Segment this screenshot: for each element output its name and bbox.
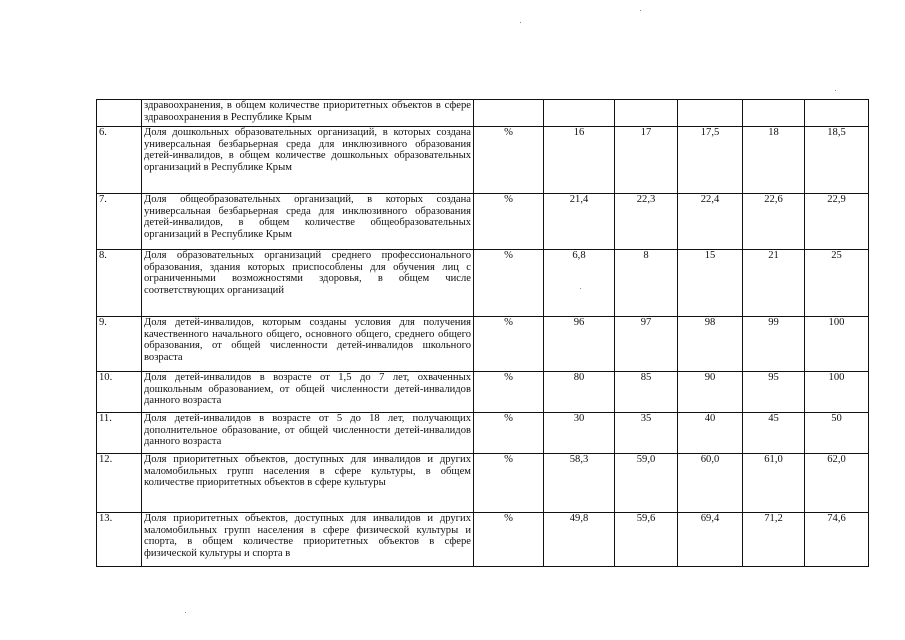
- value-year-5: 74,6: [805, 513, 869, 567]
- value-year-2: [615, 100, 678, 127]
- indicator-description: Доля детей-инвалидов в возрасте от 1,5 до 7 лет, охваченных дошкольным образованием, от общей численности детей-инвалидов данного возраста: [142, 372, 474, 413]
- indicator-description: Доля детей-инвалидов в возрасте от 5 до 18 лет, получающих дополнительное образование, от общей численности детей-инвалидов данного возраста: [142, 413, 474, 454]
- row-number: 12.: [97, 454, 142, 513]
- row-number: 6.: [97, 127, 142, 194]
- indicator-description: Доля дошкольных образовательных организаций, в которых создана универсальная безбарьерная среда для инклюзивного образования детей-инвалидов, в общем количестве дошкольных образовательных организаций в Республике Крым: [142, 127, 474, 194]
- value-year-1: 49,8: [544, 513, 615, 567]
- value-year-2: 8: [615, 250, 678, 317]
- table-row: [97, 317, 869, 372]
- table-row: [97, 194, 869, 250]
- value-year-3: 60,0: [678, 454, 743, 513]
- value-year-2: 97: [615, 317, 678, 372]
- value-year-4: 21: [743, 250, 805, 317]
- scan-speck: [520, 22, 521, 23]
- table-row: [97, 413, 869, 454]
- scan-speck: [185, 612, 186, 613]
- value-year-4: 22,6: [743, 194, 805, 250]
- scan-speck: [640, 10, 641, 11]
- table-row: [97, 513, 869, 567]
- table-row: [97, 127, 869, 194]
- value-year-5: 50: [805, 413, 869, 454]
- value-year-2: 35: [615, 413, 678, 454]
- table-body: [97, 100, 869, 567]
- unit-cell: %: [474, 317, 544, 372]
- value-year-1: [544, 100, 615, 127]
- unit-cell: %: [474, 372, 544, 413]
- indicator-description: Доля общеобразовательных организаций, в которых создана универсальная безбарьерная среда для инклюзивного образования детей-инвалидов, в общем количестве общеобразовательных организаций в Республике Крым: [142, 194, 474, 250]
- value-year-4: 95: [743, 372, 805, 413]
- value-year-5: 62,0: [805, 454, 869, 513]
- value-year-3: 15: [678, 250, 743, 317]
- value-year-5: 100: [805, 317, 869, 372]
- value-year-5: 22,9: [805, 194, 869, 250]
- value-year-1: 6,8: [544, 250, 615, 317]
- value-year-5: 25: [805, 250, 869, 317]
- unit-cell: %: [474, 454, 544, 513]
- unit-cell: %: [474, 194, 544, 250]
- indicator-description: Доля приоритетных объектов, доступных для инвалидов и других маломобильных групп населения в сфере физической культуры и спорта, в общем количестве приоритетных объектов в сфере физической культуры и спорта в: [142, 513, 474, 567]
- row-number: 11.: [97, 413, 142, 454]
- value-year-5: [805, 100, 869, 127]
- table-row: [97, 100, 869, 127]
- table-row: [97, 250, 869, 317]
- value-year-5: 100: [805, 372, 869, 413]
- table-row: [97, 372, 869, 413]
- value-year-2: 59,6: [615, 513, 678, 567]
- indicator-description: Доля образовательных организаций среднего профессионального образования, здания которых приспособлены для обучения лиц с ограниченными возможностями здоровья, в общем числе соответствующих организаций: [142, 250, 474, 317]
- scan-speck: [835, 90, 836, 91]
- value-year-4: 71,2: [743, 513, 805, 567]
- value-year-3: 40: [678, 413, 743, 454]
- value-year-4: 45: [743, 413, 805, 454]
- row-number: 13.: [97, 513, 142, 567]
- row-number: 8.: [97, 250, 142, 317]
- value-year-3: 98: [678, 317, 743, 372]
- unit-cell: %: [474, 250, 544, 317]
- row-number: 9.: [97, 317, 142, 372]
- unit-cell: %: [474, 513, 544, 567]
- indicator-description: здравоохранения, в общем количестве приоритетных объектов в сфере здравоохранения в Республике Крым: [142, 100, 474, 127]
- value-year-2: 22,3: [615, 194, 678, 250]
- value-year-3: [678, 100, 743, 127]
- table-row: [97, 454, 869, 513]
- value-year-3: 90: [678, 372, 743, 413]
- value-year-5: 18,5: [805, 127, 869, 194]
- value-year-2: 17: [615, 127, 678, 194]
- value-year-3: 22,4: [678, 194, 743, 250]
- value-year-1: 96: [544, 317, 615, 372]
- value-year-1: 16: [544, 127, 615, 194]
- unit-cell: [474, 100, 544, 127]
- value-year-4: 61,0: [743, 454, 805, 513]
- row-number: 7.: [97, 194, 142, 250]
- indicator-table: [96, 99, 869, 567]
- value-year-4: 99: [743, 317, 805, 372]
- value-year-1: 30: [544, 413, 615, 454]
- row-number: [97, 100, 142, 127]
- unit-cell: %: [474, 127, 544, 194]
- indicator-description: Доля детей-инвалидов, которым созданы условия для получения качественного начального общего, основного общего, среднего общего образования, от общей численности детей-инвалидов школьного возраста: [142, 317, 474, 372]
- unit-cell: %: [474, 413, 544, 454]
- value-year-1: 80: [544, 372, 615, 413]
- value-year-2: 85: [615, 372, 678, 413]
- value-year-3: 69,4: [678, 513, 743, 567]
- row-number: 10.: [97, 372, 142, 413]
- value-year-4: 18: [743, 127, 805, 194]
- value-year-2: 59,0: [615, 454, 678, 513]
- value-year-1: 58,3: [544, 454, 615, 513]
- value-year-4: [743, 100, 805, 127]
- indicator-description: Доля приоритетных объектов, доступных для инвалидов и других маломобильных групп населения в сфере культуры, в общем количестве приоритетных объектов в сфере культуры: [142, 454, 474, 513]
- value-year-1: 21,4: [544, 194, 615, 250]
- value-year-3: 17,5: [678, 127, 743, 194]
